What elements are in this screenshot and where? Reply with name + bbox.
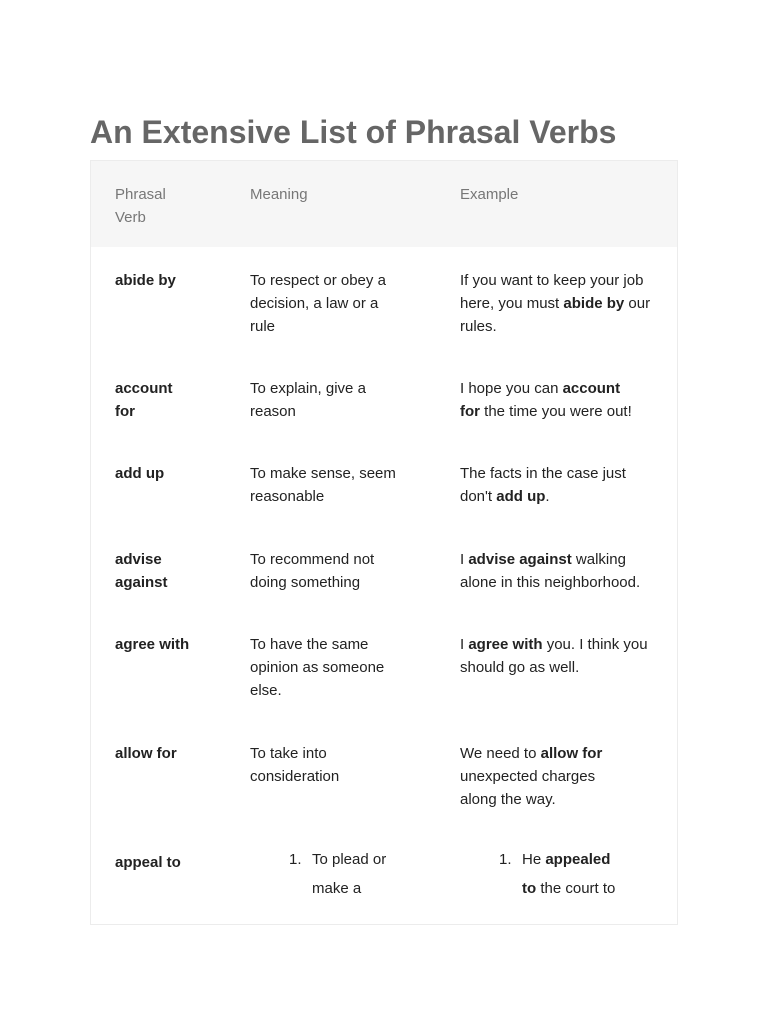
header-phrasal-verb: Phrasal Verb bbox=[115, 186, 166, 226]
example-text: We need to bbox=[460, 745, 541, 762]
example-cell bbox=[460, 742, 630, 811]
example-text: I hope you can bbox=[460, 380, 563, 397]
verb-cell: advise against bbox=[115, 551, 168, 591]
meaning-cell: To recommend not doing something bbox=[250, 551, 375, 591]
table-header bbox=[91, 161, 677, 247]
example-text: If you want to keep your job here, you must bbox=[460, 272, 644, 312]
example-text: He appealed to the court to bbox=[522, 851, 616, 897]
meaning-cell: To have the same opinion as someone else. bbox=[250, 636, 385, 699]
verb-cell: agree with bbox=[115, 636, 190, 653]
example-text: you. I think you should go as well. bbox=[460, 636, 648, 676]
verb-cell: add up bbox=[115, 465, 165, 482]
meaning-cell: To take into consideration bbox=[250, 745, 340, 785]
meaning-text: To plead or make a bbox=[312, 851, 387, 897]
meaning-cell: To respect or obey a decision, a law or a rule bbox=[250, 272, 386, 335]
list-number: 1. bbox=[499, 851, 512, 868]
example-text: The facts in the case just don't bbox=[460, 465, 626, 505]
example-text: the time you were out! bbox=[480, 403, 632, 420]
example-cell bbox=[460, 633, 660, 679]
example-text: our rules. bbox=[460, 295, 651, 335]
example-verb: account for bbox=[460, 380, 621, 420]
example-verb: advise against bbox=[468, 551, 572, 568]
meaning-cell: To make sense, seem reasonable bbox=[250, 465, 396, 505]
example-text: I bbox=[460, 636, 469, 653]
example-verb: appealed to bbox=[522, 851, 611, 897]
phrasal-verbs-table bbox=[90, 160, 678, 925]
verb-cell: abide by bbox=[115, 272, 176, 289]
example-text: walking alone in this neighborhood. bbox=[460, 551, 641, 591]
header-meaning: Meaning bbox=[250, 186, 308, 203]
verb-cell: account for bbox=[115, 380, 173, 420]
example-cell bbox=[460, 548, 650, 594]
example-verb: abide by bbox=[563, 295, 625, 312]
meaning-cell: To explain, give a reason bbox=[250, 380, 366, 420]
example-verb: allow for bbox=[540, 745, 603, 762]
list-number: 1. bbox=[289, 851, 302, 868]
example-cell bbox=[460, 377, 640, 423]
page-title: An Extensive List of Phrasal Verbs bbox=[90, 114, 617, 150]
example-verb: add up bbox=[496, 488, 546, 505]
example-verb: agree with bbox=[468, 636, 543, 653]
example-text: unexpected charges along the way. bbox=[460, 768, 596, 808]
verb-cell: appeal to bbox=[115, 854, 181, 871]
header-example: Example bbox=[460, 186, 519, 203]
example-cell bbox=[460, 462, 640, 508]
example-text: . bbox=[545, 488, 550, 505]
example-text: I bbox=[460, 551, 469, 568]
verb-cell: allow for bbox=[115, 745, 177, 762]
example-cell bbox=[460, 269, 660, 338]
